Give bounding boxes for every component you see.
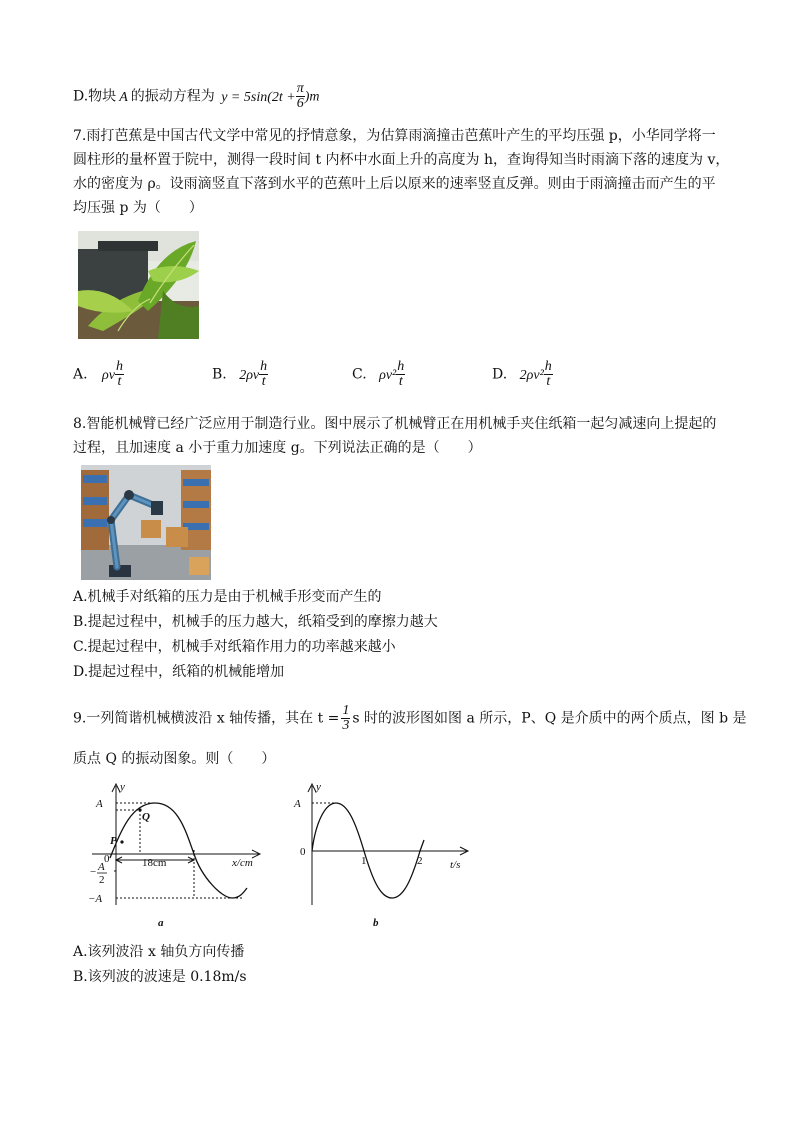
banana-leaf-photo xyxy=(78,231,199,339)
graph-b-x-label: t/s xyxy=(450,859,461,871)
q7-stem-line3: 水的密度为 ρ。设雨滴竖直下落到水平的芭蕉叶上后以原来的速率竖直反弹。则由于雨滴撞击而产生的平 xyxy=(73,176,716,192)
vibration-graph-b xyxy=(290,780,475,930)
graph-a-A-label: A xyxy=(96,798,103,810)
q7-option-d: D. 2ρv² $\frac{h}{t}$ xyxy=(492,359,552,389)
graph-b-origin: 0 xyxy=(300,846,306,858)
graph-a-Q-label: Q xyxy=(142,811,150,823)
q9-stem-line2: 质点 Q 的振动图象。则（ ） xyxy=(73,751,276,767)
q7-option-c: C. ρv² $\frac{h}{t}$ xyxy=(352,359,405,389)
q8-stem-line2: 过程，且加速度 a 小于重力加速度 g。下列说法正确的是（ ） xyxy=(73,440,482,456)
graph-a-caption: a xyxy=(158,917,164,929)
graph-a-origin: 0 xyxy=(104,853,110,865)
graph-a-P-label: P xyxy=(110,835,117,847)
q6-fraction: $\frac{\pi}{6}$ xyxy=(296,81,304,111)
q9-stem-line1: 9.一列简谐机械横波沿 x 轴传播，其在 t = $\frac{1}{3}$ s 时的波形图如图 a 所示，P、Q 是介质中的两个质点，图 b 是 xyxy=(73,703,747,733)
q7-option-b: B. 2ρv $\frac{h}{t}$ xyxy=(212,359,268,389)
q9-option-a: A.该列波沿 x 轴负方向传播 xyxy=(73,944,245,960)
q7-stem-line1: 7.雨打芭蕉是中国古代文学中常见的抒情意象，为估算雨滴撞击芭蕉叶产生的平均压强 p，小华同学将一 xyxy=(73,128,716,144)
robot-arm-illustration xyxy=(81,465,211,580)
q7-stem-line4: 均压强 p 为（ ） xyxy=(73,200,203,216)
graph-b-y-label: y xyxy=(316,781,321,793)
q8-stem-line1: 8.智能机械臂已经广泛应用于制造行业。图中展示了机械臂正在用机械手夹住纸箱一起匀减速向上提起的 xyxy=(73,416,717,432)
graph-b-tick-2: 2 xyxy=(417,855,423,867)
graph-a-negA-label: −A xyxy=(88,893,103,905)
q8-option-a: A.机械手对纸箱的压力是由于机械手形变而产生的 xyxy=(73,589,382,605)
q8-option-c: C.提起过程中，机械手对纸箱作用力的功率越来越小 xyxy=(73,639,396,655)
graph-a-distance: 18cm xyxy=(142,857,167,869)
graph-a-x-label: x/cm xyxy=(232,857,253,869)
q7-option-a: A. ρv $\frac{h}{t}$ xyxy=(73,359,123,389)
graph-a-minus-sign: − xyxy=(90,866,97,878)
graph-a-halfA-den: 2 xyxy=(99,874,105,886)
graph-a-y-label: y xyxy=(120,781,125,793)
q8-option-b: B.提起过程中，机械手的压力越大，纸箱受到的摩擦力越大 xyxy=(73,614,438,630)
q6-option-d: D.物块 A 的振动方程为 y = 5sin(2t + $\frac{\pi}{6}$ )m xyxy=(73,81,320,111)
q7-stem-line2: 圆柱形的量杯置于院中，测得一段时间 t 内杯中水面上升的高度为 h，查询得知当时雨滴下落的速度为 v， xyxy=(73,152,730,168)
q9-time-fraction: $\frac{1}{3}$ xyxy=(342,703,350,733)
q8-option-d: D.提起过程中，纸箱的机械能增加 xyxy=(73,664,285,680)
graph-a-halfA-num: A xyxy=(98,861,105,873)
q9-option-b: B.该列波的波速是 0.18m/s xyxy=(73,969,247,985)
graph-b-tick-1: 1 xyxy=(361,855,367,867)
graph-a-waveform xyxy=(110,803,247,898)
graph-b-caption: b xyxy=(373,917,379,929)
graph-b-A-label: A xyxy=(294,798,301,810)
point-p-dot xyxy=(120,840,123,843)
wave-graph-a xyxy=(82,780,272,930)
banana-leaf-illustration xyxy=(78,231,199,339)
robot-arm-photo xyxy=(81,465,211,580)
